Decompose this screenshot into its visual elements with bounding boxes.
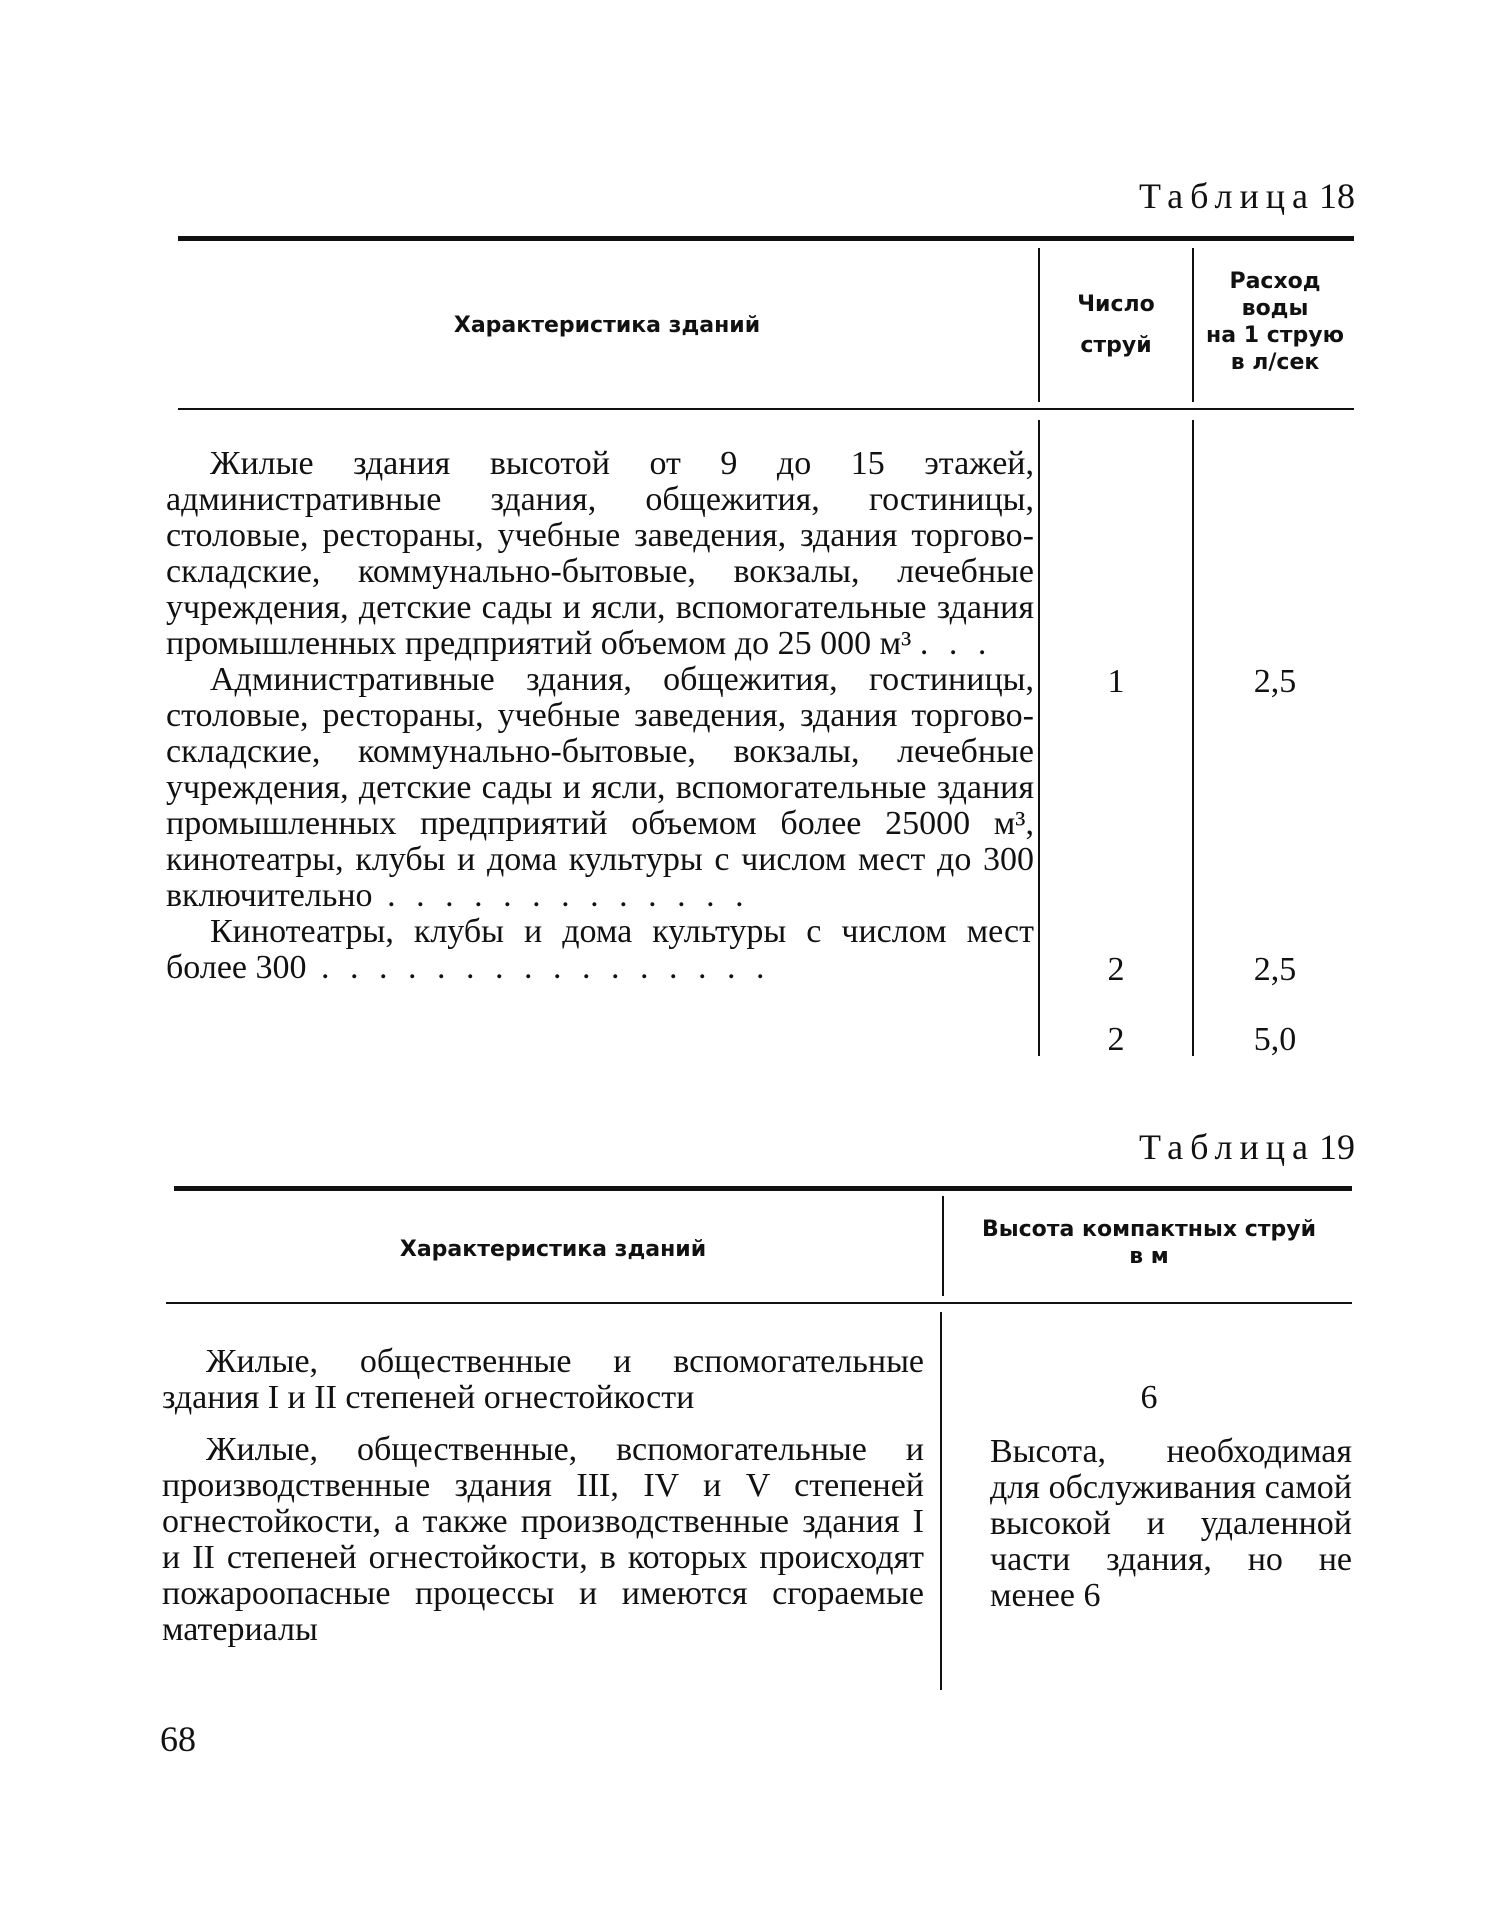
- caption-number: 19: [1319, 1127, 1355, 1167]
- table-19-row-2-desc: Жилые, общественные, вспомогательные и производственные здания III, IV и V степеней огнестойкости, а также производственные здания I и II степеней огнестойкости, в которых происходят пожароопасные процессы и имеются сгораемые материалы: [162, 1431, 924, 1648]
- table-19-header-rule: [166, 1302, 1352, 1304]
- header-line: на 1 струю: [1206, 323, 1344, 348]
- table-18-descriptions: [166, 446, 1034, 986]
- table-18-divider-2-header: [1192, 248, 1194, 402]
- header-line: струй: [1080, 333, 1152, 358]
- table-18-row-3-desc: [166, 914, 1034, 986]
- leader-dots: . . . . . . . . . . . . .: [372, 877, 750, 914]
- table-18-row-2-jets: 2: [1107, 951, 1125, 988]
- caption-word: Таблица: [1139, 1127, 1315, 1167]
- table-18-divider-2-body: [1192, 420, 1194, 1056]
- header-line: в л/сек: [1230, 350, 1320, 375]
- table-18-row-1-flow: 2,5: [1253, 663, 1297, 700]
- table-19-header-height: [946, 1216, 1352, 1270]
- caption-word: Таблица: [1139, 176, 1315, 216]
- table-19-row-2-height: [990, 1434, 1352, 1614]
- caption-number: 18: [1319, 176, 1355, 216]
- table-19-row-1-desc: Жилые, общественные и вспомогательные здания I и II степеней огнестойкости: [162, 1343, 924, 1416]
- table-19-caption: [1139, 1126, 1355, 1168]
- desc-text: Кинотеатры, клубы и дома культуры с числом мест более 300: [166, 913, 1034, 986]
- desc-text: Жилые здания высотой от 9 до 15 этажей, административные здания, общежития, гостиницы, столовые, рестораны, учебные заведения, здания торгово-складские, коммунально-бытовые, вокзалы, лечебные учреждения, детские сады и ясли, вспомогательные здания промышленных предприятий объемом до 25 000 м³: [166, 445, 1034, 662]
- header-line: Число: [1077, 292, 1155, 317]
- table-19-descriptions: [162, 1344, 924, 1648]
- header-line: Расход: [1229, 269, 1321, 294]
- table-18-divider-1-header: [1038, 248, 1040, 402]
- height-text: Высота, необходимая для обслуживания самой высокой и удаленной части здания, но не менее 6: [990, 1433, 1352, 1614]
- table-18-top-rule: [178, 236, 1354, 241]
- table-19-top-rule: [174, 1186, 1352, 1191]
- table-18-header-rule: [178, 408, 1354, 410]
- header-text: Характеристика зданий: [399, 1237, 707, 1262]
- table-18-header-flow: [1196, 268, 1354, 376]
- table-18-row-1-jets: 1: [1107, 663, 1125, 700]
- leader-dots: . . . . . . . . . . . . . . . .: [306, 949, 771, 986]
- leader-dots: . . .: [919, 625, 993, 662]
- header-line: Высота компактных струй: [981, 1217, 1317, 1242]
- table-19-divider-body: [940, 1312, 942, 1690]
- table-18-divider-1-body: [1038, 420, 1040, 1056]
- table-19-header-characteristic: [166, 1236, 940, 1263]
- header-line: воды: [1241, 296, 1309, 321]
- table-18-header-jets: [1042, 284, 1190, 366]
- table-18-row-2-flow: 2,5: [1253, 951, 1297, 988]
- header-text: Характеристика зданий: [453, 313, 761, 338]
- table-18-caption: [1139, 175, 1355, 217]
- table-18-row-3-flow: 5,0: [1253, 1021, 1297, 1058]
- header-line: в м: [1129, 1244, 1169, 1269]
- page-number: 68: [160, 1719, 196, 1759]
- desc-text: Административные здания, общежития, гостиницы, столовые, рестораны, учебные заведения, здания торгово-складские, коммунально-бытовые, вокзалы, лечебные учреждения, детские сады и ясли, вспомогательные здания промышленных предприятий объемом более 25000 м³, кинотеатры, клубы и дома культуры с числом мест до 300 включительно: [166, 661, 1034, 914]
- table-18-row-3-jets: 2: [1107, 1021, 1125, 1058]
- table-18-row-2-desc: [166, 662, 1034, 914]
- table-18-header-characteristic: [178, 312, 1036, 339]
- table-18-row-1-desc: [166, 446, 1034, 662]
- table-19-divider-header: [942, 1196, 944, 1296]
- table-19-row-1-height: 6: [1140, 1379, 1158, 1416]
